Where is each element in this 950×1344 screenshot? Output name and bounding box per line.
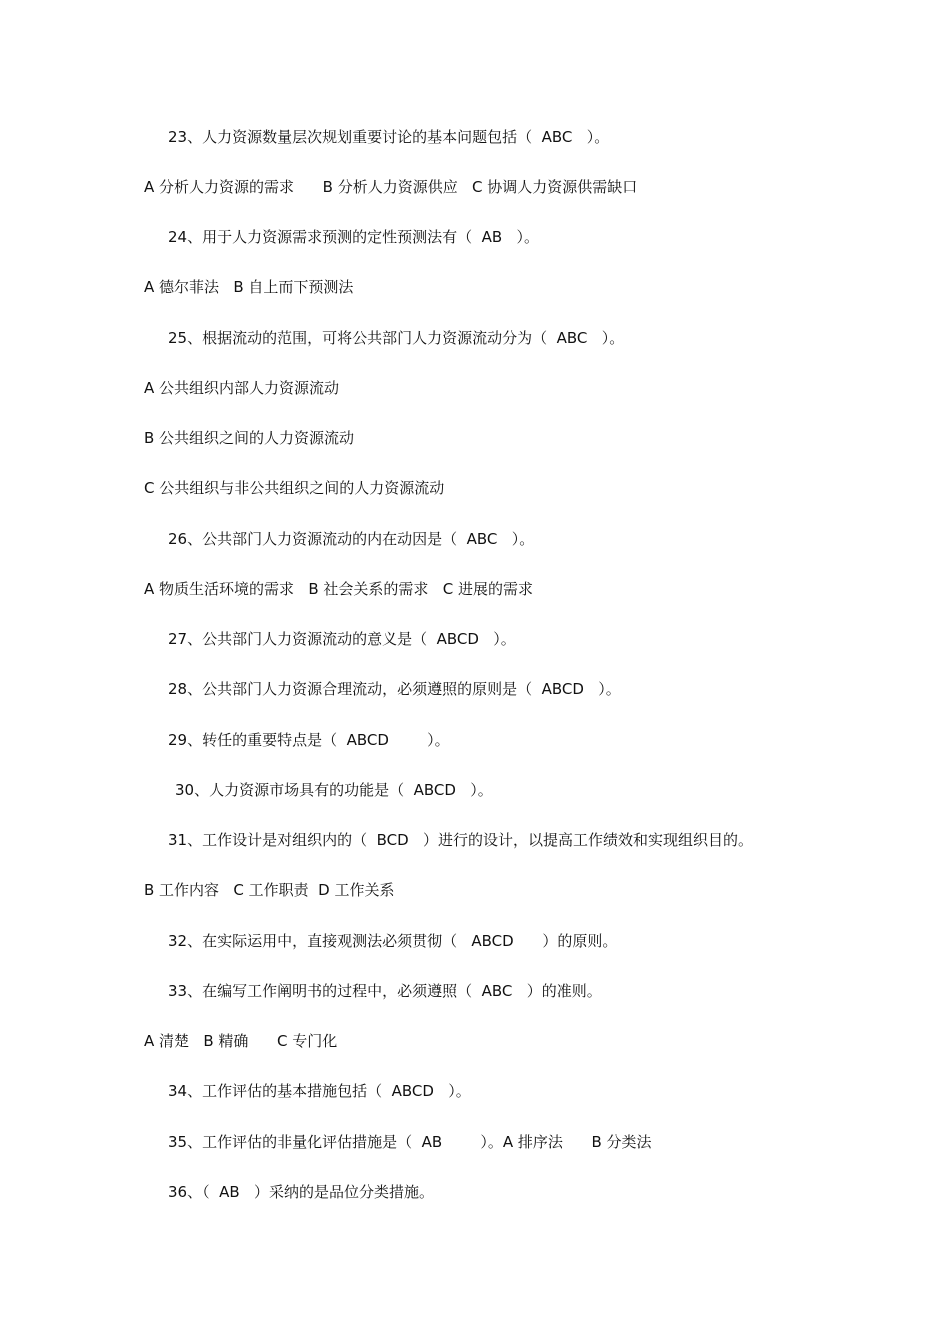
question-25: 25、根据流动的范围，可将公共部门人力资源流动分为（ ABC ）。 <box>168 329 625 347</box>
options-24: A 德尔菲法 B 自上而下预测法 <box>144 278 354 296</box>
question-29: 29、转任的重要特点是（ ABCD ）。 <box>168 731 450 749</box>
question-31: 31、工作设计是对组织内的（ BCD ）进行的设计，以提高工作绩效和实现组织目的。 <box>168 831 753 849</box>
question-27: 27、公共部门人力资源流动的意义是（ ABCD ）。 <box>168 630 516 648</box>
question-28: 28、公共部门人力资源合理流动，必须遵照的原则是（ ABCD ）。 <box>168 680 621 698</box>
question-24: 24、用于人力资源需求预测的定性预测法有（ AB ）。 <box>168 228 539 246</box>
question-36: 36、（ AB ）采纳的是品位分类措施。 <box>168 1183 434 1201</box>
question-30: 30、人力资源市场具有的功能是（ ABCD ）。 <box>175 781 493 799</box>
question-33: 33、在编写工作阐明书的过程中，必须遵照（ ABC ）的准则。 <box>168 982 602 1000</box>
question-23: 23、人力资源数量层次规划重要讨论的基本问题包括（ ABC ）。 <box>168 128 610 146</box>
question-32: 32、在实际运用中，直接观测法必须贯彻（ ABCD ）的原则。 <box>168 932 618 950</box>
options-31: B 工作内容 C 工作职责 D 工作关系 <box>144 881 395 899</box>
question-35: 35、工作评估的非量化评估措施是（ AB ）。A 排序法 B 分类法 <box>168 1133 652 1151</box>
options-23: A 分析人力资源的需求 B 分析人力资源供应 C 协调人力资源供需缺口 <box>144 178 638 196</box>
options-33: A 清楚 B 精确 C 专门化 <box>144 1032 338 1050</box>
option-25-b: B 公共组织之间的人力资源流动 <box>144 429 355 447</box>
options-26: A 物质生活环境的需求 B 社会关系的需求 C 进展的需求 <box>144 580 533 598</box>
question-26: 26、公共部门人力资源流动的内在动因是（ ABC ）。 <box>168 530 535 548</box>
question-34: 34、工作评估的基本措施包括（ ABCD ）。 <box>168 1082 471 1100</box>
option-25-c: C 公共组织与非公共组织之间的人力资源流动 <box>144 479 445 497</box>
option-25-a: A 公共组织内部人力资源流动 <box>144 379 340 397</box>
